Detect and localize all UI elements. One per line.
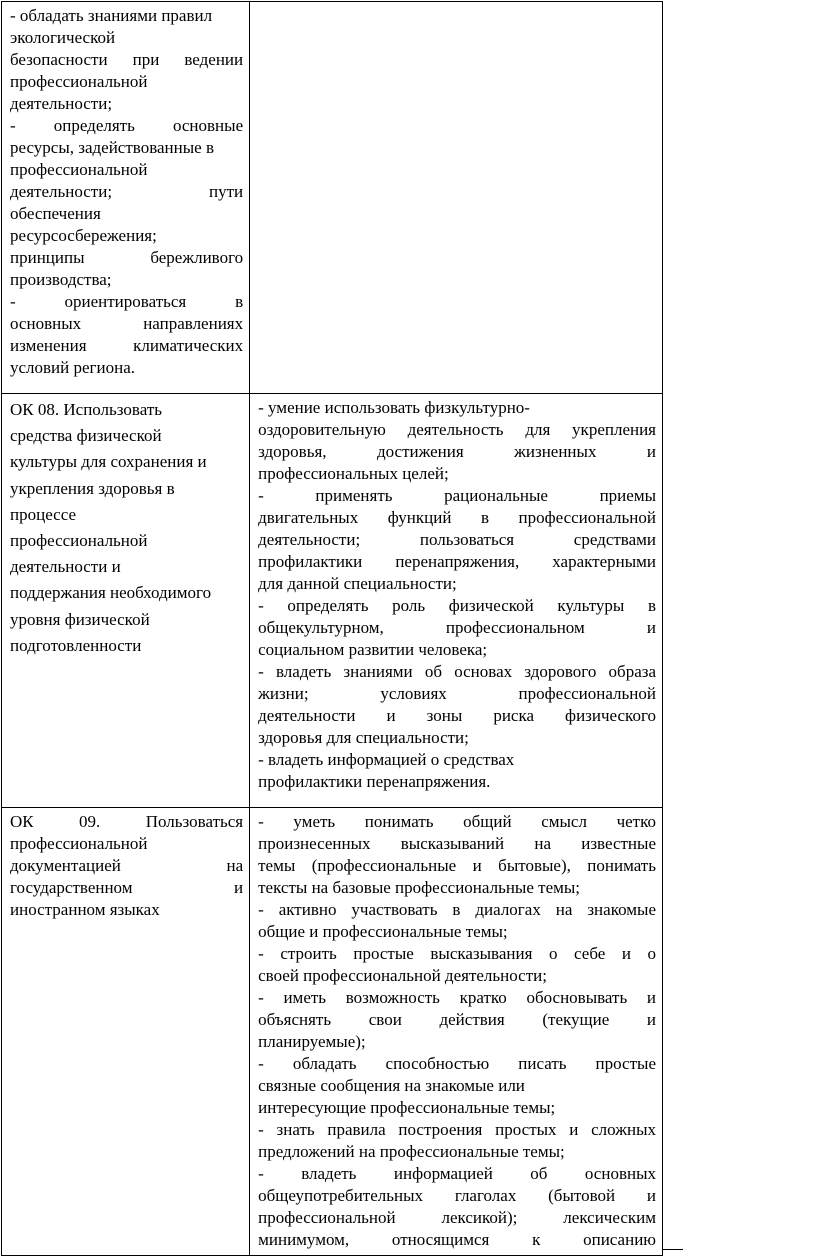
text-line: деятельности; пути (10, 182, 244, 201)
text-line: двигательных функций в профессиональной (258, 508, 656, 527)
table-row (2, 808, 663, 1256)
text-line: - знать правила построения простых и сложных (258, 1120, 656, 1139)
text-line: - умение использовать физкультурно- (258, 398, 530, 417)
text-line: профессиональной (10, 531, 148, 551)
text-line: деятельности; (10, 94, 113, 113)
text-line: укрепления здоровья в (10, 478, 175, 498)
text-line: ресурсы, задействованные в (10, 138, 214, 157)
text-line: объяснять свои действия (текущие и (258, 1010, 656, 1029)
text-line: общекультурном, профессиональном и (258, 618, 656, 637)
text-line: культуры для сохранения и (10, 452, 207, 472)
text-line: производства; (10, 270, 112, 289)
text-line: экологической (10, 28, 116, 47)
text-line: профессиональной лексикой); лексическим (258, 1208, 656, 1227)
text-line: - уметь понимать общий смысл четко (258, 812, 656, 831)
text-line: - определять основные (10, 116, 244, 135)
text-line: подготовленности (10, 635, 142, 655)
text-line: изменения климатических (10, 336, 244, 355)
text-line: документацией на (10, 856, 244, 875)
text-line: ОК 08. Использовать (10, 400, 163, 419)
text-line: деятельности; пользоваться средствами (258, 530, 656, 549)
text-line: деятельности и зоны риска физического (258, 706, 656, 725)
text-line: профилактики перенапряжения. (258, 772, 491, 791)
text-line: оздоровительную деятельность для укрепления (258, 420, 656, 439)
text-line: - владеть знаниями об основах здорового образа (258, 662, 656, 681)
text-line: - ориентироваться в (10, 292, 244, 311)
text-line: - активно участвовать в диалогах на знакомые (258, 900, 656, 919)
competency-ok08-skills (250, 394, 663, 808)
text-line: - определять роль физической культуры в (258, 596, 656, 615)
text-line: общие и профессиональные темы; (258, 922, 508, 941)
text-line: темы (профессиональные и бытовые), понимать (258, 856, 656, 875)
text-line: минимумом, относящимся к описанию (258, 1230, 656, 1249)
text-line: средства физической (10, 426, 162, 446)
text-line: профессиональных целей; (258, 464, 449, 483)
text-line: предложений на профессиональные темы; (258, 1142, 565, 1161)
text-line: жизни; условиях профессиональной (258, 684, 656, 703)
empty-cell (250, 2, 663, 394)
competency-ok09-title (2, 808, 250, 1256)
text-line: интересующие профессиональные темы; (258, 1098, 556, 1117)
text-line: произнесенных высказываний на известные (258, 834, 656, 853)
text-line: - строить простые высказывания о себе и о (258, 944, 656, 963)
text-line: - иметь возможность кратко обосновывать и (258, 988, 656, 1007)
text-line: общеупотребительных глаголах (бытовой и (258, 1186, 656, 1205)
text-line: основных направлениях (10, 314, 244, 333)
text-line: процессе (10, 504, 77, 524)
knowledge-cell (2, 2, 250, 394)
text-line: обеспечения (10, 204, 101, 223)
text-line: социальном развитии человека; (258, 640, 488, 659)
text-line: для данной специальности; (258, 574, 457, 593)
competency-ok08-title (2, 394, 250, 808)
text-line: профилактики перенапряжения, характерными (258, 552, 656, 571)
text-line: уровня физической (10, 609, 150, 629)
text-line: профессиональной (10, 160, 148, 179)
text-line: государственном и (10, 878, 244, 897)
text-line: ОК 09. Пользоваться (10, 812, 244, 831)
text-line: иностранном языках (10, 900, 160, 919)
text-line: планируемые); (258, 1032, 366, 1051)
text-line: - обладать способностью писать простые (258, 1054, 656, 1073)
competency-ok09-skills (250, 808, 663, 1256)
text-line: профессиональной (10, 72, 148, 91)
table-row (2, 2, 663, 394)
text-line: - обладать знаниями правил (10, 6, 213, 25)
text-line: профессиональной (10, 834, 148, 853)
text-line: связные сообщения на знакомые или (258, 1076, 525, 1095)
text-line: безопасности при ведении (10, 50, 244, 69)
text-line: своей профессиональной деятельности; (258, 966, 547, 985)
text-line: - владеть информацией о средствах (258, 750, 515, 769)
text-line: ресурсосбережения; (10, 226, 157, 245)
text-line: - владеть информацией об основных (258, 1164, 656, 1183)
table-row (2, 394, 663, 808)
table-border-tail (663, 1249, 683, 1250)
text-line: здоровья для специальности; (258, 728, 469, 747)
text-line: тексты на базовые профессиональные темы; (258, 878, 581, 897)
text-line: принципы бережливого (10, 248, 244, 267)
text-line: - применять рациональные приемы (258, 486, 656, 505)
competency-table (1, 1, 663, 1256)
text-line: здоровья, достижения жизненных и (258, 442, 656, 461)
text-line: условий региона. (10, 358, 136, 377)
text-line: деятельности и (10, 557, 121, 577)
text-line: поддержания необходимого (10, 583, 212, 603)
